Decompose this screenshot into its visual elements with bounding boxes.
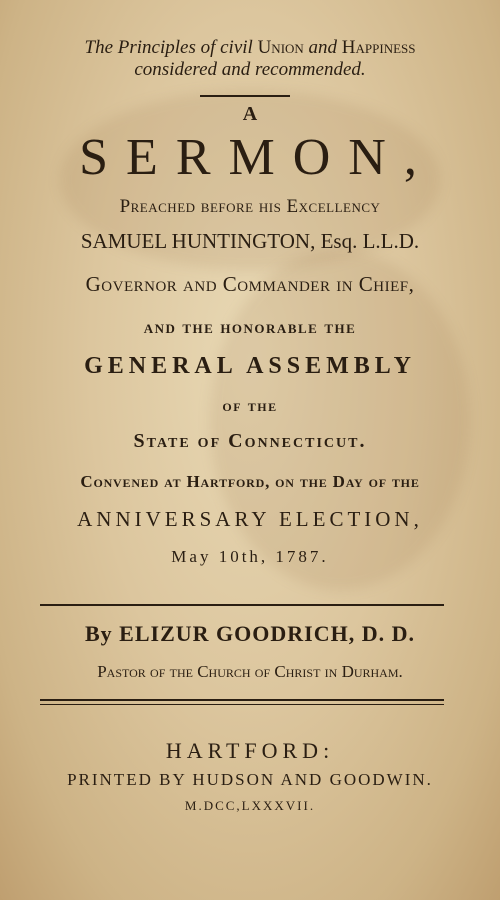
year-line: M.DCC,LXXXVII. <box>184 798 316 813</box>
of-the-line: of the <box>222 396 278 415</box>
double-rule-top <box>40 699 444 701</box>
printer-line: PRINTED BY HUDSON AND GOODWIN. <box>67 770 433 789</box>
author-line: By ELIZUR GOODRICH, D. D. <box>85 621 415 646</box>
article-a: A <box>242 103 258 125</box>
preached-line: Preached before his Excellency <box>119 196 381 217</box>
double-rule-bottom <box>40 704 444 705</box>
anniversary-election: ANNIVERSARY ELECTION, <box>77 507 423 531</box>
epigraph-rule <box>200 95 290 97</box>
paper-stain <box>210 250 470 590</box>
sermon-heading: SERMON, <box>79 129 435 186</box>
epigraph-line-2: considered and recommended. <box>134 59 366 80</box>
office-line: Governor and Commander in Chief, <box>85 272 415 296</box>
author-title: Pastor of the Church of Christ in Durham. <box>97 662 403 681</box>
place-line: HARTFORD: <box>165 738 335 763</box>
honoree-name: SAMUEL HUNTINGTON, Esq. L.L.D. <box>80 229 420 253</box>
rule-above-author <box>40 604 444 606</box>
convened-line: Convened at Hartford, on the Day of the <box>80 472 420 491</box>
general-assembly: GENERAL ASSEMBLY <box>84 353 416 379</box>
state-line: State of Connecticut. <box>133 430 367 452</box>
and-honorable-line: and the honorable the <box>143 317 357 337</box>
date-line: May 10th, 1787. <box>171 547 329 566</box>
epigraph-line-1: The Principles of civil Union and Happiness <box>84 37 416 58</box>
